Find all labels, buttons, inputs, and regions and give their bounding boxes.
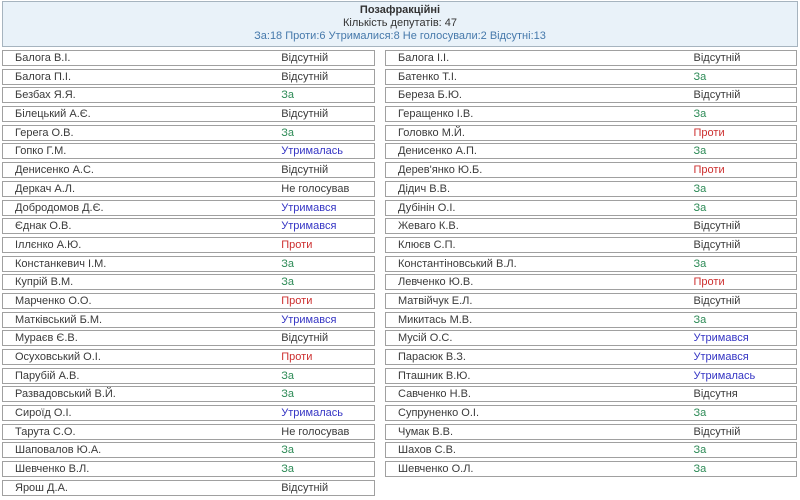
deputy-row	[385, 125, 797, 141]
deputy-row	[385, 442, 797, 458]
deputy-name: Сироїд О.І.	[15, 407, 72, 420]
deputy-name: Шахов С.В.	[398, 444, 456, 457]
deputy-row	[2, 424, 375, 440]
deputy-vote: Утримався	[281, 201, 337, 214]
deputy-name: Марченко О.О.	[15, 294, 92, 307]
vote-summary: За:18 Проти:6 Утрималися:8 Не голосували:2 Відсутні:13	[254, 30, 546, 42]
deputy-vote: За	[693, 313, 707, 326]
deputy-name: Купрій В.М.	[15, 276, 74, 289]
deputy-row	[385, 461, 797, 477]
deputy-vote: Відсутній	[281, 108, 329, 121]
deputy-row	[385, 181, 797, 197]
deputy-vote: Не голосував	[281, 182, 350, 195]
deputy-name: Шевченко В.Л.	[15, 463, 90, 476]
deputy-vote: За	[281, 388, 295, 401]
deputy-vote: Утримався	[281, 313, 337, 326]
deputy-vote: Утримався	[281, 220, 337, 233]
deputy-row	[385, 405, 797, 421]
deputy-row	[2, 256, 375, 272]
deputy-vote: Утрималась	[693, 369, 756, 382]
deputy-vote: За	[693, 407, 707, 420]
deputy-vote: Відсутній	[281, 164, 329, 177]
deputy-row	[2, 143, 375, 159]
deputy-vote: За	[281, 276, 295, 289]
deputy-row	[385, 293, 797, 309]
deputy-name: Герега О.В.	[15, 126, 74, 139]
deputies-column-left	[2, 50, 375, 499]
deputy-vote: Відсутній	[693, 89, 741, 102]
deputies-columns	[2, 50, 798, 499]
deputy-row	[385, 50, 797, 66]
deputy-name: Матківський Б.М.	[15, 313, 103, 326]
deputy-name: Балога В.І.	[15, 52, 71, 64]
deputy-name: Білецький А.Є.	[15, 108, 91, 121]
deputy-vote: Відсутній	[281, 332, 329, 345]
deputy-name: Супруненко О.І.	[398, 407, 479, 420]
deputy-row	[385, 200, 797, 216]
deputy-row	[385, 330, 797, 346]
deputy-name: Жеваго К.В.	[398, 220, 459, 233]
deputy-vote: За	[281, 463, 295, 476]
deputy-row	[385, 312, 797, 328]
deputy-vote: Проти	[281, 351, 313, 363]
deputy-name: Головко М.Й.	[398, 126, 465, 139]
deputy-row	[385, 69, 797, 85]
deputy-name: Осуховський О.І.	[15, 351, 101, 363]
deputy-name: Іллєнко А.Ю.	[15, 238, 82, 251]
deputy-name: Батенко Т.І.	[398, 70, 457, 83]
deputy-row	[2, 293, 375, 309]
deputy-row	[2, 162, 375, 178]
deputy-vote: За	[281, 369, 295, 382]
deputy-vote: За	[281, 257, 295, 270]
deputy-row	[2, 181, 375, 197]
deputy-vote: Відсутній	[693, 52, 741, 64]
deputy-vote: За	[693, 108, 707, 121]
deputy-row	[385, 349, 797, 365]
deputy-name: Береза Б.Ю.	[398, 89, 462, 102]
deputy-vote: За	[693, 182, 707, 195]
deputy-name: Констанкевич І.М.	[15, 257, 107, 270]
deputy-vote: За	[693, 444, 707, 457]
deputy-row	[385, 256, 797, 272]
faction-header	[2, 1, 798, 47]
deputy-name: Ярош Д.А.	[15, 481, 68, 494]
deputy-vote: Утримався	[693, 332, 749, 345]
deputy-name: Безбах Я.Я.	[15, 89, 76, 102]
deputy-row	[2, 330, 375, 346]
deputy-vote: За	[281, 444, 295, 457]
deputy-vote: Відсутній	[693, 238, 741, 251]
deputy-name: Левченко Ю.В.	[398, 276, 474, 289]
deputy-name: Балога І.І.	[398, 52, 450, 64]
deputy-vote: За	[281, 126, 295, 139]
deputy-row	[2, 312, 375, 328]
deputy-vote: За	[693, 201, 707, 214]
deputy-name: Добродомов Д.Є.	[15, 201, 104, 214]
deputy-vote: Проти	[693, 164, 725, 177]
deputy-row	[385, 424, 797, 440]
deputy-vote: За	[693, 145, 707, 158]
deputy-row	[2, 218, 375, 234]
deputy-row	[2, 200, 375, 216]
deputy-name: Балога П.І.	[15, 70, 72, 83]
deputy-row	[385, 143, 797, 159]
deputy-vote: Утрималась	[281, 407, 343, 420]
deputy-row	[2, 349, 375, 365]
deputy-name: Деркач А.Л.	[15, 182, 76, 195]
deputy-name: Развадовський В.Й.	[15, 388, 116, 401]
deputy-name: Шаповалов Ю.А.	[15, 444, 102, 457]
deputy-row	[385, 162, 797, 178]
deputy-vote: Утрималась	[281, 145, 343, 158]
deputy-row	[385, 274, 797, 290]
deputy-row	[2, 442, 375, 458]
deputy-row	[2, 461, 375, 477]
deputy-row	[2, 405, 375, 421]
deputy-name: Дерев'янко Ю.Б.	[398, 164, 483, 177]
deputy-name: Парубій А.В.	[15, 369, 80, 382]
deputy-row	[2, 106, 375, 122]
deputy-name: Денисенко А.С.	[15, 164, 94, 177]
deputy-vote: Відсутній	[693, 425, 741, 438]
deputy-row	[385, 87, 797, 103]
deputy-name: Тарута С.О.	[15, 425, 76, 438]
deputy-row	[385, 218, 797, 234]
deputy-name: Дідич В.В.	[398, 182, 451, 195]
deputy-row	[385, 368, 797, 384]
deputy-vote: Проти	[693, 276, 725, 289]
deputy-row	[385, 386, 797, 402]
deputy-vote: Відсутній	[281, 52, 329, 64]
deputy-name: Дубінін О.І.	[398, 201, 456, 214]
deputy-name: Пташник В.Ю.	[398, 369, 471, 382]
deputy-vote: Відсутній	[693, 294, 741, 307]
deputy-row	[2, 69, 375, 85]
deputy-name: Константіновський В.Л.	[398, 257, 517, 270]
deputy-name: Микитась М.В.	[398, 313, 473, 326]
deputy-vote: Проти	[281, 238, 313, 251]
deputy-name: Геращенко І.В.	[398, 108, 474, 121]
deputy-row	[2, 480, 375, 496]
deputy-row	[2, 386, 375, 402]
deputy-name: Денисенко А.П.	[398, 145, 477, 158]
deputy-row	[2, 87, 375, 103]
deputy-name: Мусій О.С.	[398, 332, 453, 345]
deputy-row	[385, 237, 797, 253]
deputy-row	[2, 368, 375, 384]
deputy-vote: Відсутній	[281, 70, 329, 83]
deputy-vote: За	[693, 463, 707, 476]
deputy-row	[2, 125, 375, 141]
deputy-name: Єднак О.В.	[15, 220, 72, 233]
deputy-name: Клюєв С.П.	[398, 238, 456, 251]
deputies-column-right	[385, 50, 797, 499]
deputy-name: Матвійчук Е.Л.	[398, 294, 473, 307]
faction-title: Позафракційні	[359, 4, 441, 16]
deputy-vote: Відсутній	[693, 220, 741, 233]
deputy-name: Парасюк В.З.	[398, 351, 466, 363]
deputy-vote: Проти	[693, 126, 725, 139]
deputy-row	[2, 50, 375, 66]
deputy-name: Гопко Г.М.	[15, 145, 67, 158]
deputy-name: Мураєв Є.В.	[15, 332, 78, 345]
deputy-vote: Відсутня	[693, 388, 738, 401]
deputy-vote: За	[693, 70, 707, 83]
deputy-vote: За	[693, 257, 707, 270]
deputy-row	[2, 274, 375, 290]
deputy-vote: Проти	[281, 294, 313, 307]
deputy-row	[385, 106, 797, 122]
deputy-row	[2, 237, 375, 253]
deputy-vote: Відсутній	[281, 481, 329, 494]
deputy-name: Савченко Н.В.	[398, 388, 471, 401]
deputy-vote: Утримався	[693, 351, 749, 363]
deputies-count: Кількість депутатів: 47	[342, 17, 458, 29]
deputy-name: Шевченко О.Л.	[398, 463, 474, 476]
deputy-name: Чумак В.В.	[398, 425, 454, 438]
deputy-vote: За	[281, 89, 295, 102]
deputy-vote: Не голосував	[281, 425, 350, 438]
